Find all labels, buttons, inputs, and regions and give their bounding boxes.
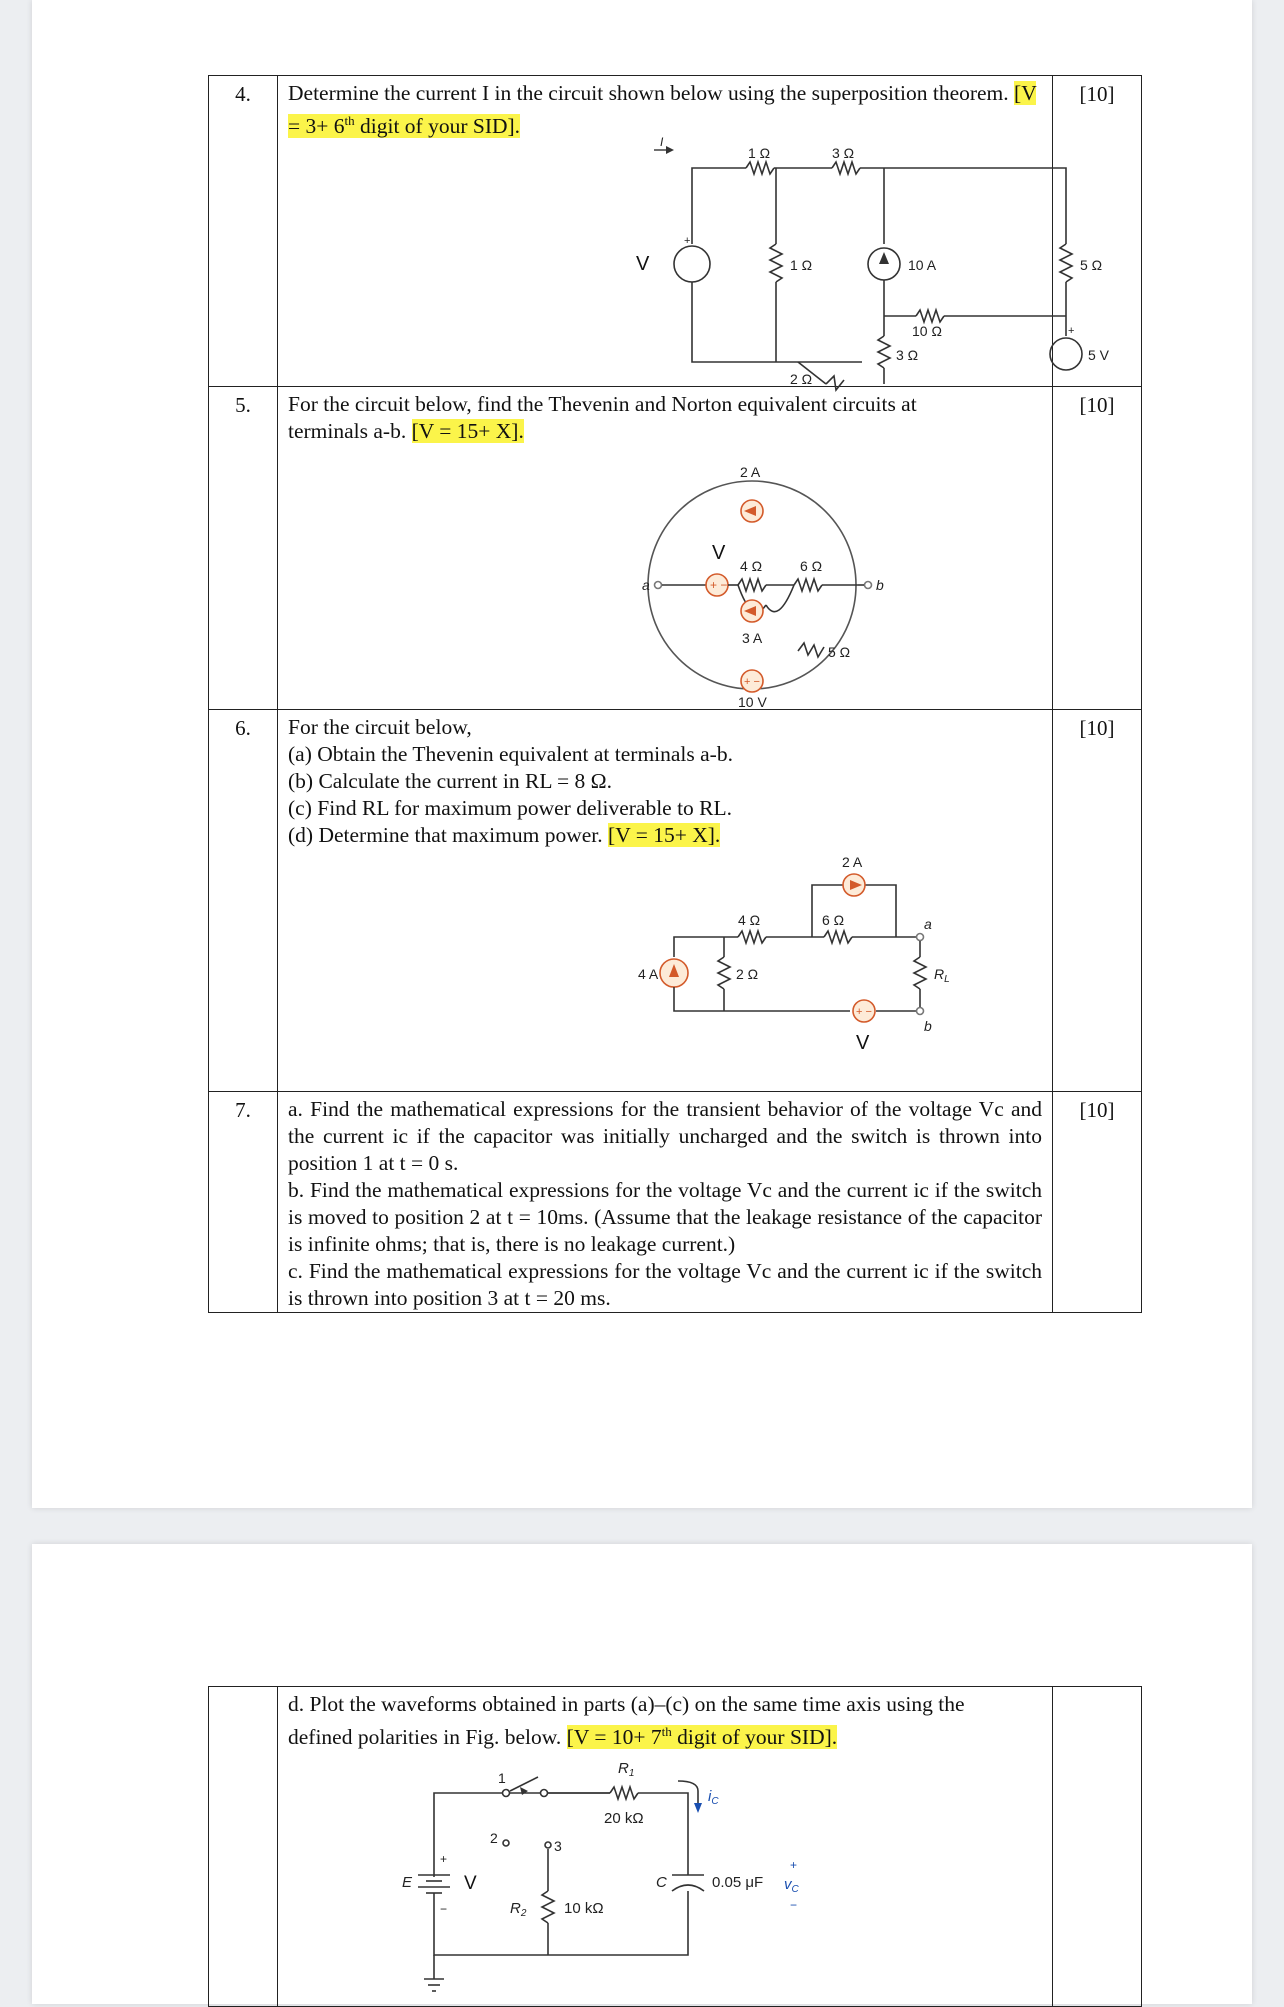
question-number: [209, 1687, 278, 2007]
question-row-4: [209, 76, 1142, 387]
switch-position-2: 2: [490, 1830, 498, 1847]
terminal-b: b: [876, 577, 884, 594]
question-body: [278, 76, 1110, 388]
label-isrc-top: 2 A: [740, 464, 761, 481]
question-part-c: c. Find the mathematical expressions for the voltage Vc and the current ic if the switch is thrown into position 3 at t = 20 ms.: [288, 1259, 1042, 1311]
question-marks: [10]: [1053, 1092, 1142, 1313]
label-source-v: V: [636, 253, 650, 276]
label-r-left: 4 Ω: [740, 558, 763, 575]
question-text: d. Plot the waveforms obtained in parts (a)–(c) on the same time axis using the: [288, 1692, 965, 1716]
label-c: C: [656, 1874, 667, 1892]
svg-text:+: +: [684, 235, 691, 248]
label-source-v: V: [856, 1032, 870, 1055]
label-r1: 1 Ω: [748, 145, 771, 162]
label-isrc-top: 2 A: [842, 854, 863, 871]
label-isrc: 10 A: [908, 257, 937, 274]
label-r5: 10 Ω: [912, 323, 942, 340]
highlighted-instruction: [V = 10+ 7th digit of your SID].: [566, 1724, 838, 1750]
label-r-right: 6 Ω: [800, 558, 823, 575]
label-isrc-mid: 3 A: [742, 630, 763, 647]
label-r1-value: 20 kΩ: [604, 1810, 644, 1828]
svg-text:+: +: [790, 1858, 798, 1873]
svg-text:+: +: [1068, 325, 1075, 338]
question-number: 7.: [209, 1092, 278, 1313]
svg-text:I: I: [660, 135, 664, 150]
label-r2: $R_2$: [510, 1900, 527, 1920]
svg-text:+ −: + −: [710, 578, 728, 593]
label-r1: $R_1$: [618, 1760, 635, 1780]
circuit-diagram-q5: [448, 445, 1048, 711]
question-number: 4.: [209, 76, 278, 387]
terminal-a: a: [642, 577, 650, 594]
question-row-5: [209, 387, 1142, 710]
question-row-7: [209, 1092, 1142, 1313]
label-source-v: V: [712, 542, 726, 565]
highlighted-instruction: [V = 15+ X].: [608, 823, 721, 848]
label-r7: 3 Ω: [896, 347, 919, 364]
label-r2-value: 10 kΩ: [564, 1900, 604, 1918]
label-r2: 3 Ω: [832, 145, 855, 162]
question-body: [278, 1092, 1053, 1313]
label-vc: $v_C$: [784, 1876, 799, 1896]
switch-position-3: 3: [554, 1838, 562, 1855]
label-ic: $i_C$: [708, 1788, 719, 1808]
label-vsrc: 5 V: [1088, 347, 1110, 364]
question-marks: [10]: [1053, 710, 1142, 1092]
questions-table-continued: [208, 1686, 1142, 2007]
highlighted-instruction: [V = 3+ 6th digit of your SID].: [288, 81, 1037, 139]
label-r-top-right: 6 Ω: [822, 912, 845, 929]
switch-position-1: 1: [498, 1770, 506, 1787]
question-number: 6.: [209, 710, 278, 1092]
question-line: (c) Find RL for maximum power deliverable to RL.: [288, 796, 733, 821]
question-text: Determine the current I in the circuit shown below using the superposition theorem.: [288, 81, 1009, 105]
label-r6: 2 Ω: [790, 371, 813, 388]
label-rl: $R_L$: [934, 966, 950, 986]
question-body: [278, 710, 1053, 1092]
questions-table: [208, 75, 1142, 1313]
document-page-2: [32, 1544, 1252, 2004]
question-row-7d: [209, 1687, 1142, 2007]
question-text: defined polarities in Fig. below.: [288, 1725, 562, 1750]
terminal-b: b: [924, 1018, 932, 1035]
question-number: 5.: [209, 387, 278, 710]
question-text: terminals a-b.: [288, 419, 407, 444]
label-c-value: 0.05 μF: [712, 1874, 764, 1892]
question-part-a: a. Find the mathematical expressions for the transient behavior of the voltage Vc and the current ic if the capacitor was initially uncharged and the switch is thrown into position 1 at t = 0 s.: [288, 1097, 1042, 1176]
svg-text:+: +: [440, 1852, 448, 1867]
svg-text:+ −: + −: [744, 676, 760, 689]
circuit-diagram-q7d: [378, 1751, 998, 2001]
svg-text:−: −: [790, 1898, 798, 1913]
label-r-bottom: 5 Ω: [828, 644, 851, 661]
question-line: (d) Determine that maximum power.: [288, 823, 603, 848]
question-line: (b) Calculate the current in RL = 8 Ω.: [288, 769, 613, 794]
label-r-mid: 2 Ω: [736, 966, 759, 983]
label-source-v: V: [464, 1873, 477, 1895]
question-line: (a) Obtain the Thevenin equivalent at terminals a-b.: [288, 742, 733, 767]
question-body: [278, 1687, 1053, 2007]
question-row-6: [209, 710, 1142, 1092]
label-r-top-left: 4 Ω: [738, 912, 761, 929]
terminal-a: a: [924, 916, 932, 933]
circuit-diagram-q6: [448, 849, 1048, 1071]
highlighted-instruction: [V = 15+ X].: [411, 419, 524, 444]
question-marks: [10]: [1053, 387, 1142, 710]
question-marks: [1053, 1687, 1142, 2007]
label-r4: 5 Ω: [1080, 257, 1103, 274]
question-body: [278, 387, 1053, 710]
circuit-diagram-q4: [448, 135, 1110, 388]
question-marks: [10]: [1053, 76, 1142, 387]
label-vsrc-bottom: 10 V: [738, 694, 767, 711]
question-text: For the circuit below, find the Thevenin and Norton equivalent circuits at: [288, 392, 917, 417]
document-page-1: [32, 0, 1252, 1508]
label-r3: 1 Ω: [790, 257, 813, 274]
svg-text:−: −: [440, 1902, 448, 1917]
label-isrc-left: 4 A: [638, 966, 659, 983]
label-e: E: [402, 1874, 413, 1892]
question-line: For the circuit below,: [288, 715, 472, 740]
question-part-b: b. Find the mathematical expressions for the voltage Vc and the current ic if the switch is moved to position 2 at t = 10ms. (Assume that the leakage resistance of the capacitor is infinite ohms; that is, there is no leakage current.): [288, 1178, 1042, 1257]
svg-text:+ −: + −: [856, 1006, 872, 1019]
